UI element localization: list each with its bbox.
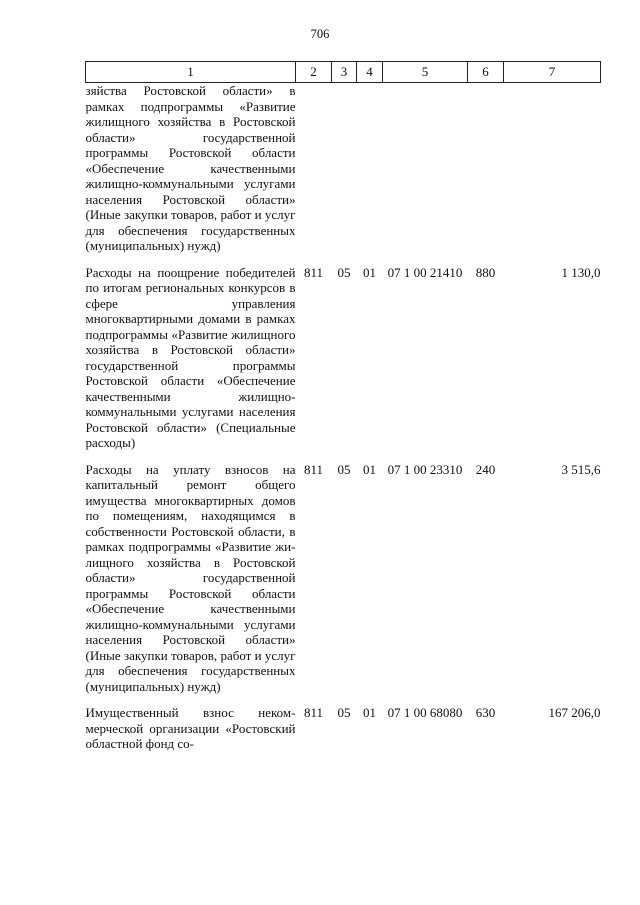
cell-amount [504,83,601,265]
row-description: Расходы на уплату взносов на капитальный ремонт общего имущества многоквартирных домов по помещениям, находящимся в собственности Ростовской области, в рамках подпрограммы «Развитие жилищного хозяйства в Ростовской области» государственной программы Ростовской области «Обеспечение качественными жилищно-коммунальными услугами населения Ростовской области» (Иные закупки товаров, работ и услуг для обеспечения государственных (муниципальных) нужд) [85,461,296,694]
column-header: 3 [332,62,357,83]
cell-subsection: 01 [363,461,376,477]
cell-target-article [383,83,468,265]
table-row [86,705,601,763]
cell-section [332,83,357,265]
cell-section: 05 [337,461,351,477]
cell-ministry-code [296,83,332,265]
table-header-row [86,62,601,83]
cell-subsection [357,83,383,265]
cell-target-article: 07 1 00 23310 [387,461,463,477]
row-description: Расходы на поощрение победителей по итогам региональных конкурсов в сфере управления многоквартирными домами в рамках подпрограммы «Развитие жилищного хозяйства в Ростовской области» государственной программы Ростовской области «Обеспечение качественными жилищно-коммунальными услугами населения Ростовской области» (Специальные расходы) [85,264,296,450]
column-header: 2 [296,62,332,83]
cell-amount: 1 130,0 [561,264,601,280]
row-description: Имущественный взнос некоммерческой организации «Ростовский областной фонд со- [85,705,296,751]
cell-target-article: 07 1 00 68080 [387,705,463,720]
table-row [86,83,601,265]
cell-target-article: 07 1 00 21410 [387,264,463,280]
cell-amount: 167 206,0 [548,705,601,720]
column-header: 5 [383,62,468,83]
column-header: 7 [504,62,601,83]
page-number: 706 [310,27,330,41]
column-header: 4 [357,62,383,83]
cell-section: 05 [337,705,351,720]
cell-ministry-code: 811 [303,461,324,477]
table-row [86,265,601,462]
cell-expense-type [468,83,504,265]
budget-table [85,61,601,763]
cell-ministry-code: 811 [303,705,324,720]
cell-expense-type: 880 [475,264,496,280]
cell-expense-type: 630 [475,705,496,720]
cell-ministry-code: 811 [303,264,324,280]
cell-subsection: 01 [363,264,376,280]
column-header: 1 [86,62,296,83]
cell-subsection: 01 [363,705,376,720]
row-description: зяйства Ростовской области» в рамках подпрограммы «Развитие жилищного хозяйства в Ростовской области» государственной программы Ростовской области «Обеспечение качественными жилищно-коммунальными услугами населения Ростовской области» (Иные закупки товаров, работ и услуг для обеспечения государственных (муниципальных) нужд) [85,83,296,253]
table-row [86,462,601,706]
cell-expense-type: 240 [475,461,496,477]
cell-section: 05 [337,264,351,280]
cell-amount: 3 515,6 [561,461,601,477]
column-header: 6 [468,62,504,83]
